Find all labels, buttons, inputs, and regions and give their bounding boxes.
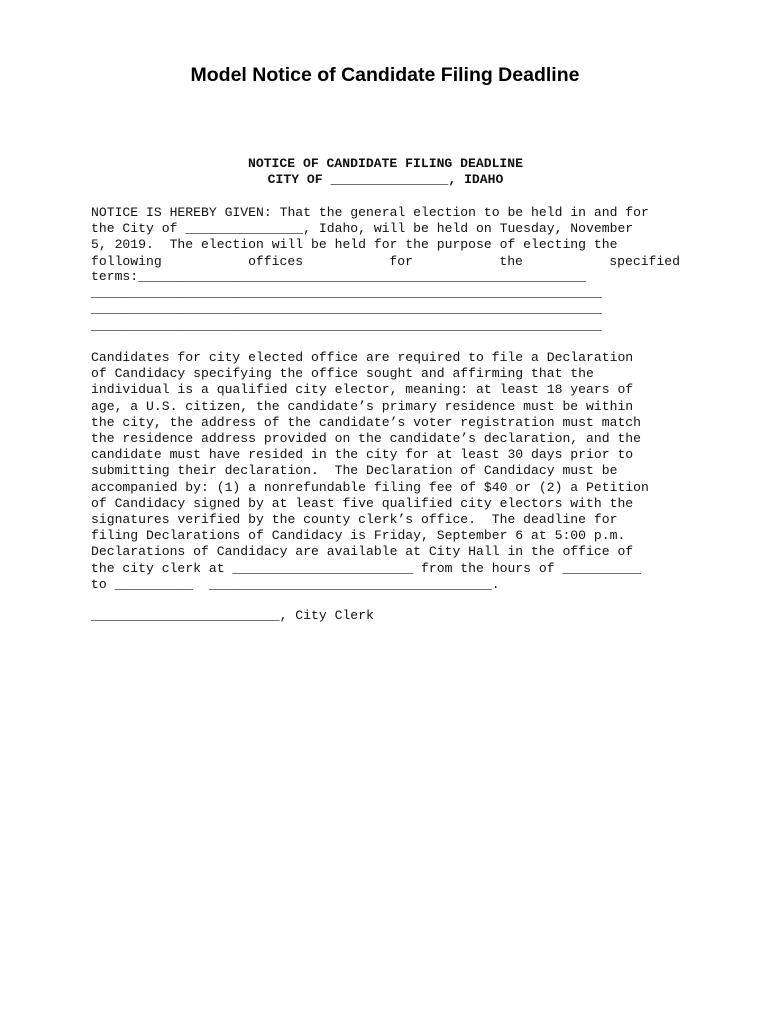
notice-line: 5, 2019. The election will be held for the purpose of electing the xyxy=(91,237,618,253)
notice-heading-line-1: NOTICE OF CANDIDATE FILING DEADLINE xyxy=(247,156,523,171)
notice-line: the City of _______________, Idaho, will be held on Tuesday, November xyxy=(91,221,634,237)
paragraph-line: of Candidacy specifying the office sought and affirming that the xyxy=(91,366,594,382)
paragraph-line: Declarations of Candidacy are available at City Hall in the office of xyxy=(91,544,634,560)
notice-line: NOTICE IS HEREBY GIVEN: That the general election to be held in and for xyxy=(91,205,649,220)
paragraph-line: age, a U.S. citizen, the candidate’s primary residence must be within xyxy=(91,398,634,414)
notice-heading-line-2: CITY OF _______________, IDAHO xyxy=(267,172,504,188)
blank-fill-line: _________________________________________________________________ xyxy=(91,301,602,317)
paragraph-line: the city, the address of the candidate’s voter registration must match xyxy=(91,414,642,430)
spread-word: for xyxy=(389,253,413,269)
paragraph-line: of Candidacy signed by at least five qualified city electors with the xyxy=(91,495,634,511)
paragraph-line: Candidates for city elected office are required to file a Declaration xyxy=(91,350,634,365)
candidates-paragraph xyxy=(91,350,680,593)
paragraph-line: the residence address provided on the candidate’s declaration, and the xyxy=(91,431,642,447)
blank-fill-line: _________________________________________________________________ xyxy=(91,317,602,333)
paragraph-line: submitting their declaration. The Declaration of Candidacy must be xyxy=(91,463,618,479)
terms-line: terms:_________________________________________________________ xyxy=(91,269,587,284)
notice-paragraph xyxy=(91,205,680,270)
paragraph-line: the city clerk at _______________________ from the hours of __________ xyxy=(91,560,642,576)
paragraph-line: individual is a qualified city elector, meaning: at least 18 years of xyxy=(91,382,634,398)
blank-fill-line: _________________________________________________________________ xyxy=(91,285,602,301)
city-clerk-signature-line: ________________________, City Clerk xyxy=(91,608,374,623)
paragraph-line: filing Declarations of Candidacy is Friday, September 6 at 5:00 p.m. xyxy=(91,528,626,544)
notice-heading xyxy=(91,156,680,188)
spread-word: offices xyxy=(248,253,304,269)
notice-spread-line xyxy=(91,254,680,270)
page-title: Model Notice of Candidate Filing Deadline xyxy=(190,64,580,86)
terms-fill-lines xyxy=(91,269,680,334)
paragraph-line: signatures verified by the county clerk’s office. The deadline for xyxy=(91,512,618,528)
spread-word: the xyxy=(499,253,523,269)
spread-word: specified xyxy=(609,253,680,269)
paragraph-line: accompanied by: (1) a nonrefundable filing fee of $40 or (2) a Petition xyxy=(91,479,649,495)
paragraph-line: candidate must have resided in the city for at least 30 days prior to xyxy=(91,447,634,463)
spread-word: following xyxy=(91,253,162,269)
paragraph-last-line: to __________ ____________________________________. xyxy=(91,576,500,592)
